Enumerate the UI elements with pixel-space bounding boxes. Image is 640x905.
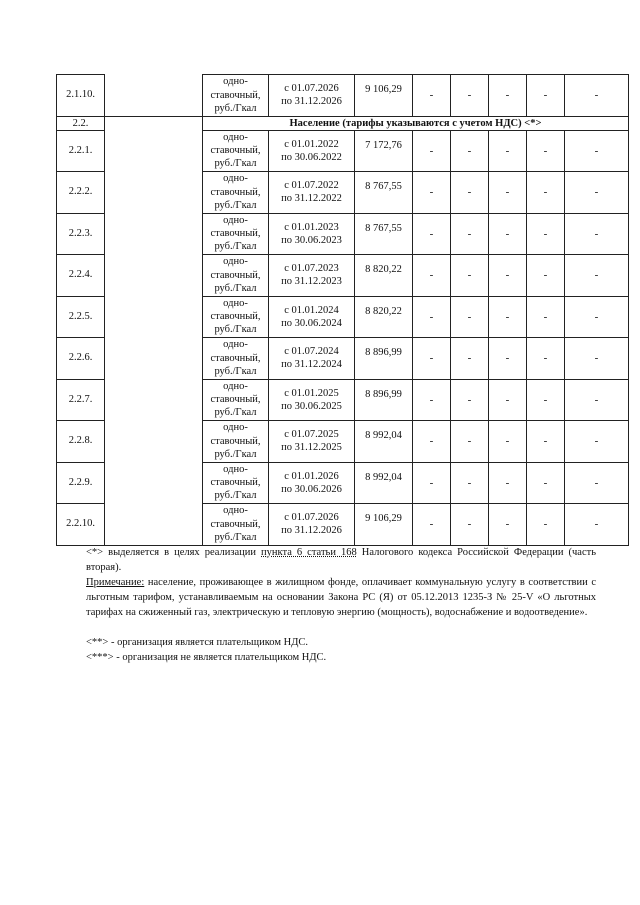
empty-value-dash: - [489,379,527,421]
empty-value-dash: - [489,421,527,463]
empty-value-dash: - [489,130,527,172]
empty-value-dash: - [527,213,565,255]
rate-unit: одно-ставочный, руб./Гкал [203,421,269,463]
empty-value-dash: - [565,421,629,463]
empty-value-dash: - [489,75,527,117]
empty-value-dash: - [451,130,489,172]
period-to: по 31.12.2025 [281,442,342,454]
period-cell [269,462,355,504]
tariff-price: 8 820,22 [355,296,413,338]
empty-value-dash: - [565,130,629,172]
rate-unit: одно-ставочный, руб./Гкал [203,504,269,546]
remark-label: Примечание: [86,577,145,588]
remark-text: население, проживающее в жилищном фонде, оплачивает коммунальную услугу в соответствии с льготным тарифом, устанавливаемым на основании Закона РС (Я) от 05.12.2013 1235-З № 25-V «О льготных тарифах на сжиженный газ, электрическую и тепловую энергию (мощность), водоснабжение и водоотведение». [86,577,596,618]
empty-value-dash: - [489,504,527,546]
empty-value-dash: - [489,213,527,255]
empty-value-dash: - [527,379,565,421]
empty-value-dash: - [527,75,565,117]
period-from: с 01.01.2022 [284,138,339,150]
blank-merged-cell [105,75,203,117]
rate-unit: одно-ставочный, руб./Гкал [203,130,269,172]
empty-value-dash: - [489,255,527,297]
empty-value-dash: - [527,504,565,546]
rate-unit: одно-ставочный, руб./Гкал [203,379,269,421]
tariff-price: 8 992,04 [355,421,413,463]
period-to: по 30.06.2024 [281,317,342,329]
blank-merged-cell [105,116,203,130]
empty-value-dash: - [413,130,451,172]
period-to: по 31.12.2026 [281,96,342,108]
empty-value-dash: - [451,379,489,421]
period-to: по 31.12.2026 [281,525,342,537]
period-from: с 01.07.2024 [284,346,339,358]
row-number: 2.2.8. [57,421,105,463]
empty-value-dash: - [413,421,451,463]
period-cell [269,255,355,297]
row-number: 2.2.4. [57,255,105,297]
period-from: с 01.07.2026 [284,512,339,524]
empty-value-dash: - [489,462,527,504]
tariff-price: 8 820,22 [355,255,413,297]
empty-value-dash: - [565,296,629,338]
empty-value-dash: - [565,504,629,546]
tariff-price: 8 896,99 [355,379,413,421]
empty-value-dash: - [451,462,489,504]
empty-value-dash: - [451,421,489,463]
empty-value-dash: - [413,213,451,255]
notes-block [86,545,596,665]
rate-unit: одно-ставочный, руб./Гкал [203,213,269,255]
rate-unit: одно-ставочный, руб./Гкал [203,296,269,338]
tariff-price: 8 896,99 [355,338,413,380]
row-number: 2.1.10. [57,75,105,117]
empty-value-dash: - [451,338,489,380]
period-cell [269,130,355,172]
tariff-price: 8 992,04 [355,462,413,504]
row-number: 2.2.6. [57,338,105,380]
period-to: по 30.06.2026 [281,483,342,495]
empty-value-dash: - [565,379,629,421]
period-cell [269,213,355,255]
tariff-price: 9 106,29 [355,75,413,117]
empty-value-dash: - [451,172,489,214]
table-row [57,130,629,172]
period-from: с 01.07.2022 [284,180,339,192]
tariff-price: 9 106,29 [355,504,413,546]
empty-value-dash: - [527,421,565,463]
period-from: с 01.07.2026 [284,83,339,95]
empty-value-dash: - [489,296,527,338]
row-number: 2.2.9. [57,462,105,504]
empty-value-dash: - [413,504,451,546]
empty-value-dash: - [451,213,489,255]
period-cell [269,296,355,338]
period-to: по 30.06.2025 [281,400,342,412]
period-to: по 31.12.2024 [281,359,342,371]
row-number: 2.2.2. [57,172,105,214]
tariff-table [56,74,629,546]
section-number: 2.2. [57,116,105,130]
empty-value-dash: - [527,338,565,380]
period-cell [269,75,355,117]
tariff-price: 8 767,55 [355,213,413,255]
section-header-row [57,116,629,130]
period-cell [269,421,355,463]
period-from: с 01.01.2023 [284,221,339,233]
tariff-table-body [57,75,629,546]
empty-value-dash: - [565,338,629,380]
note-star-text-after: Налогового кодекса Российской Федерации (часть вторая). [86,547,597,573]
rate-unit: одно-ставочный, руб./Гкал [203,462,269,504]
empty-value-dash: - [565,255,629,297]
tax-code-article-link[interactable]: пункта 6 статьи 168 [261,547,357,558]
period-from: с 01.01.2026 [284,470,339,482]
period-to: по 31.12.2023 [281,276,342,288]
empty-value-dash: - [451,255,489,297]
empty-value-dash: - [413,462,451,504]
empty-value-dash: - [413,296,451,338]
empty-value-dash: - [565,462,629,504]
empty-value-dash: - [413,338,451,380]
empty-value-dash: - [413,75,451,117]
period-cell [269,504,355,546]
period-from: с 01.07.2025 [284,429,339,441]
empty-value-dash: - [565,75,629,117]
empty-value-dash: - [527,255,565,297]
period-to: по 30.06.2023 [281,234,342,246]
period-from: с 01.07.2023 [284,263,339,275]
empty-value-dash: - [527,462,565,504]
period-cell [269,172,355,214]
note-remark [86,575,596,620]
empty-value-dash: - [489,338,527,380]
empty-value-dash: - [413,172,451,214]
section-title: Население (тарифы указываются с учетом НДС) <*> [203,116,629,130]
rate-unit: одно-ставочный, руб./Гкал [203,255,269,297]
empty-value-dash: - [527,130,565,172]
note-star-marker: <*> [86,547,104,558]
empty-value-dash: - [413,379,451,421]
rate-unit: одно-ставочный, руб./Гкал [203,75,269,117]
empty-value-dash: - [565,172,629,214]
empty-value-dash: - [527,296,565,338]
row-number: 2.2.5. [57,296,105,338]
empty-value-dash: - [451,296,489,338]
footnote-non-vat-payer: <***> - организация не является плательщиком НДС. [86,652,327,663]
rate-unit: одно-ставочный, руб./Гкал [203,338,269,380]
row-number: 2.2.3. [57,213,105,255]
blank-merged-cell [105,130,203,545]
note-star-text-before: выделяется в целях реализации [103,547,262,558]
rate-unit: одно-ставочный, руб./Гкал [203,172,269,214]
period-from: с 01.01.2024 [284,304,339,316]
empty-value-dash: - [451,75,489,117]
empty-value-dash: - [565,213,629,255]
tariff-price: 8 767,55 [355,172,413,214]
empty-value-dash: - [413,255,451,297]
row-number: 2.2.1. [57,130,105,172]
tariff-price: 7 172,76 [355,130,413,172]
row-number: 2.2.10. [57,504,105,546]
empty-value-dash: - [489,172,527,214]
footnote-vat-payer: <**> - организация является плательщиком НДС. [86,637,308,648]
note-vat-explanation [86,545,596,575]
period-cell [269,338,355,380]
empty-value-dash: - [527,172,565,214]
period-from: с 01.01.2025 [284,387,339,399]
period-to: по 30.06.2022 [281,151,342,163]
period-cell [269,379,355,421]
empty-value-dash: - [451,504,489,546]
period-to: по 31.12.2022 [281,193,342,205]
row-number: 2.2.7. [57,379,105,421]
table-row [57,75,629,117]
